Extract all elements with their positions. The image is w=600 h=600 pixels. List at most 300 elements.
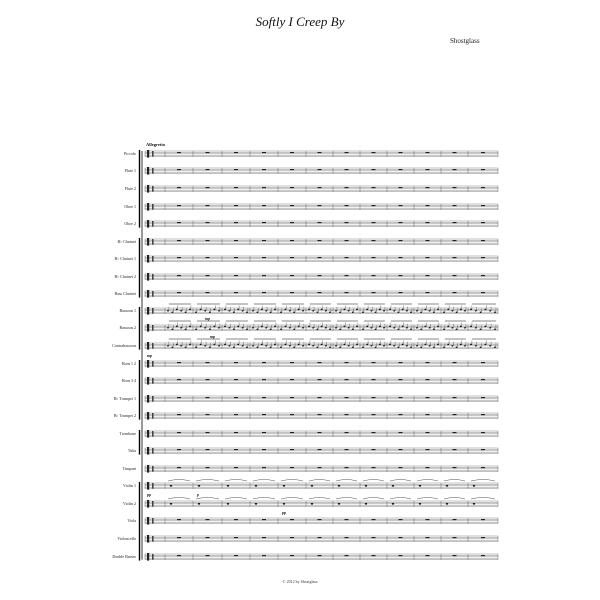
whole-rest [399,257,403,258]
staff [145,395,498,403]
note-head [176,326,178,328]
whole-rest [345,275,349,276]
note-head [383,345,385,347]
whole-rest [290,222,294,223]
whole-rest [234,414,238,415]
whole-rest [318,169,322,170]
whole-rest [206,414,210,415]
note-head [335,310,337,312]
whole-rest [345,257,349,258]
note-head [321,309,323,311]
note-head [397,311,399,313]
note-head [283,485,286,487]
whole-rest [345,555,349,556]
staff [145,167,498,175]
note-head [302,310,304,312]
clef [147,185,149,193]
clef [147,273,149,281]
staff [145,255,498,263]
note-head [419,503,422,505]
slur [471,480,495,482]
whole-rest [234,555,238,556]
whole-rest [426,414,430,415]
whole-rest [426,169,430,170]
whole-rest [345,519,349,520]
whole-rest [399,362,403,363]
whole-rest [481,519,485,520]
whole-rest [318,432,322,433]
whole-rest [481,205,485,206]
note-head [343,344,345,346]
instrument-label: B♭ Clarinet 1 [114,256,136,262]
note-head [270,328,272,330]
whole-rest [372,257,376,258]
whole-rest [290,152,294,153]
note-head [246,311,248,313]
note-head [204,327,206,329]
whole-rest [177,205,181,206]
whole-rest [318,257,322,258]
note-head [451,345,453,347]
time-signature [152,325,154,331]
note-head [352,311,354,313]
slur [253,498,275,500]
note-head [447,326,449,328]
note-head [270,346,272,348]
instrument-label: Flute 1 [124,168,136,174]
note-head [437,326,439,328]
whole-rest [481,169,485,170]
whole-rest [345,169,349,170]
whole-rest [318,240,322,241]
note-head [365,485,368,487]
note-head [343,309,345,311]
whole-rest [177,414,181,415]
note-head [228,327,230,329]
whole-rest [234,292,238,293]
note-head [375,328,377,330]
whole-rest [318,205,322,206]
note-head [456,328,458,330]
dynamic-marking: p [197,492,199,497]
clef [147,324,149,332]
note-head [416,327,418,329]
note-head [204,310,206,312]
instrument-label: B♭ Trumpet 2 [113,413,136,419]
instrument-label: Oboe 2 [124,221,136,227]
whole-rest [426,449,430,450]
note-head [335,327,337,329]
time-signature [152,466,154,472]
note-head [370,327,372,329]
note-head [420,311,422,313]
whole-rest [262,449,266,450]
note-head [379,326,381,328]
note-head [416,345,418,347]
instrument-labels [112,151,137,559]
whole-rest [177,519,181,520]
note-head [352,346,354,348]
note-head [489,327,491,329]
note-head [302,327,304,329]
time-signature [152,308,154,314]
note-head [464,345,466,347]
instrument-label: Timpani [122,466,136,472]
instrument-label: Viola [127,518,136,524]
whole-rest [481,379,485,380]
note-head [176,309,178,311]
note-head [280,311,282,313]
note-head [316,328,318,330]
clef [147,517,149,525]
staff [145,321,498,332]
note-head [284,326,286,328]
note-head [180,310,182,312]
whole-rest [345,467,349,468]
note-head [406,327,408,329]
whole-rest [481,555,485,556]
note-head [218,310,220,312]
slur [390,498,411,500]
note-head [451,327,453,329]
note-head [456,346,458,348]
note-head [470,344,472,346]
note-head [289,327,291,329]
clef [147,150,149,158]
time-signature [152,536,154,542]
note-head [298,309,300,311]
whole-rest [262,152,266,153]
note-head [255,485,258,487]
note-head [255,503,258,505]
staff [145,304,498,315]
note-head [180,327,182,329]
note-head [289,345,291,347]
staves [140,150,499,561]
whole-rest [345,292,349,293]
note-head [224,309,226,311]
note-head [419,485,422,487]
note-head [200,309,202,311]
note-head [489,310,491,312]
whole-rest [372,169,376,170]
instrument-label: Bass Clarinet [114,291,136,297]
time-signature [152,256,154,262]
whole-rest [318,362,322,363]
note-head [424,344,426,346]
instrument-label: Violoncello [117,536,136,542]
note-head [293,328,295,330]
whole-rest [234,449,238,450]
note-head [167,327,169,329]
slur [417,498,438,500]
note-head [302,345,304,347]
whole-rest [262,240,266,241]
clef [147,535,149,543]
whole-rest [426,519,430,520]
slur [281,498,303,500]
slur [196,498,219,500]
whole-rest [426,555,430,556]
note-head [383,327,385,329]
note-head [246,346,248,348]
note-head [180,345,182,347]
note-head [284,309,286,311]
whole-rest [177,432,181,433]
instrument-label: Violin 2 [123,501,136,507]
whole-rest [177,187,181,188]
whole-rest [262,187,266,188]
instrument-label: Tuba [127,448,136,454]
whole-rest [206,449,210,450]
time-signature [152,396,154,402]
whole-rest [372,222,376,223]
whole-rest [262,519,266,520]
whole-rest [345,187,349,188]
staff [145,273,498,281]
dynamic-marking: mp [147,353,153,358]
note-head [224,344,226,346]
note-head [464,327,466,329]
whole-rest [262,292,266,293]
whole-rest [345,205,349,206]
staff [145,517,498,525]
slur [390,480,411,482]
whole-rest [426,275,430,276]
note-head [274,309,276,311]
whole-rest [177,257,181,258]
note-head [209,311,211,313]
whole-rest [453,205,457,206]
whole-rest [206,362,210,363]
note-head [246,328,248,330]
slur [336,480,357,482]
note-head [484,344,486,346]
note-head [256,311,258,313]
whole-rest [426,397,430,398]
whole-rest [318,152,322,153]
whole-rest [177,449,181,450]
whole-rest [262,432,266,433]
whole-rest [206,432,210,433]
whole-rest [453,397,457,398]
dynamic-marking: pp [147,492,151,497]
note-head [480,346,482,348]
note-head [393,345,395,347]
note-head [218,345,220,347]
whole-rest [372,152,376,153]
whole-rest [372,205,376,206]
instrument-label: B♭ Trumpet 1 [113,396,136,402]
note-head [410,346,412,348]
whole-rest [234,187,238,188]
note-head [325,327,327,329]
note-head [170,485,173,487]
note-head [397,346,399,348]
note-head [256,328,258,330]
slur [281,480,303,482]
note-head [312,345,314,347]
whole-rest [206,169,210,170]
slur [168,498,190,500]
whole-rest [426,432,430,433]
whole-rest [206,292,210,293]
note-head [261,326,263,328]
note-head [460,326,462,328]
staff [145,412,498,420]
whole-rest [318,449,322,450]
note-head [348,345,350,347]
whole-rest [206,519,210,520]
note-head [308,344,310,346]
time-signature [152,518,154,524]
whole-rest [290,240,294,241]
note-head [280,346,282,348]
note-head [402,326,404,328]
note-head [209,346,211,348]
whole-rest [234,275,238,276]
note-head [451,310,453,312]
whole-rest [453,432,457,433]
whole-rest [372,555,376,556]
whole-rest [481,292,485,293]
note-head [185,311,187,313]
whole-rest [177,240,181,241]
note-head [213,326,215,328]
slur [444,480,465,482]
note-head [370,345,372,347]
note-head [484,309,486,311]
whole-rest [426,537,430,538]
whole-rest [234,432,238,433]
whole-rest [177,362,181,363]
whole-rest [453,240,457,241]
note-head [446,485,449,487]
clef [147,167,149,175]
slur [309,498,330,500]
note-head [171,328,173,330]
note-head [352,328,354,330]
whole-rest [262,222,266,223]
whole-rest [453,414,457,415]
note-head [325,310,327,312]
note-head [252,345,254,347]
time-signature [152,186,154,192]
whole-rest [262,467,266,468]
note-head [185,328,187,330]
whole-rest [453,169,457,170]
slur [363,480,384,482]
whole-rest [318,414,322,415]
note-head [473,503,476,505]
whole-rest [453,257,457,258]
instrument-label: Bassoon 2 [119,325,136,331]
note-head [265,345,267,347]
whole-rest [206,222,210,223]
note-head [204,345,206,347]
whole-rest [453,379,457,380]
whole-rest [318,222,322,223]
slur [309,480,330,482]
whole-rest [234,205,238,206]
whole-rest [372,275,376,276]
note-head [348,310,350,312]
whole-rest [206,467,210,468]
whole-rest [290,555,294,556]
note-head [475,345,477,347]
whole-rest [399,379,403,380]
note-head [200,344,202,346]
whole-rest [206,379,210,380]
note-head [356,326,358,328]
note-head [213,309,215,311]
staff [145,535,498,543]
note-head [261,344,263,346]
note-head [280,328,282,330]
note-head [406,345,408,347]
whole-rest [453,555,457,556]
whole-rest [290,379,294,380]
whole-rest [372,292,376,293]
whole-rest [481,414,485,415]
note-head [335,345,337,347]
whole-rest [177,222,181,223]
time-signature [152,291,154,297]
note-head [446,503,449,505]
note-head [393,310,395,312]
whole-rest [318,397,322,398]
note-head [242,310,244,312]
note-head [447,309,449,311]
whole-rest [345,432,349,433]
note-head [339,311,341,313]
note-head [494,346,496,348]
whole-rest [399,222,403,223]
instrument-label: Violin 1 [123,483,136,489]
staff [145,220,498,228]
whole-rest [290,257,294,258]
whole-rest [481,449,485,450]
note-head [379,344,381,346]
whole-rest [481,240,485,241]
time-signature [152,221,154,227]
whole-rest [399,467,403,468]
note-head [365,503,368,505]
note-head [200,326,202,328]
whole-rest [234,169,238,170]
note-head [402,309,404,311]
whole-rest [399,292,403,293]
whole-rest [234,519,238,520]
whole-rest [318,292,322,293]
note-head [470,326,472,328]
note-head [233,328,235,330]
note-head [171,346,173,348]
whole-rest [453,362,457,363]
instrument-label: Horn 3 4 [121,378,136,384]
note-head [237,344,239,346]
note-head [329,311,331,313]
dynamic-marking: mp [210,334,216,339]
whole-rest [206,205,210,206]
clef [147,290,149,298]
whole-rest [453,519,457,520]
instrument-label: B♭ Clarinet 2 [114,274,136,280]
whole-rest [206,537,210,538]
whole-rest [426,187,430,188]
note-head [167,310,169,312]
clef [147,360,149,368]
